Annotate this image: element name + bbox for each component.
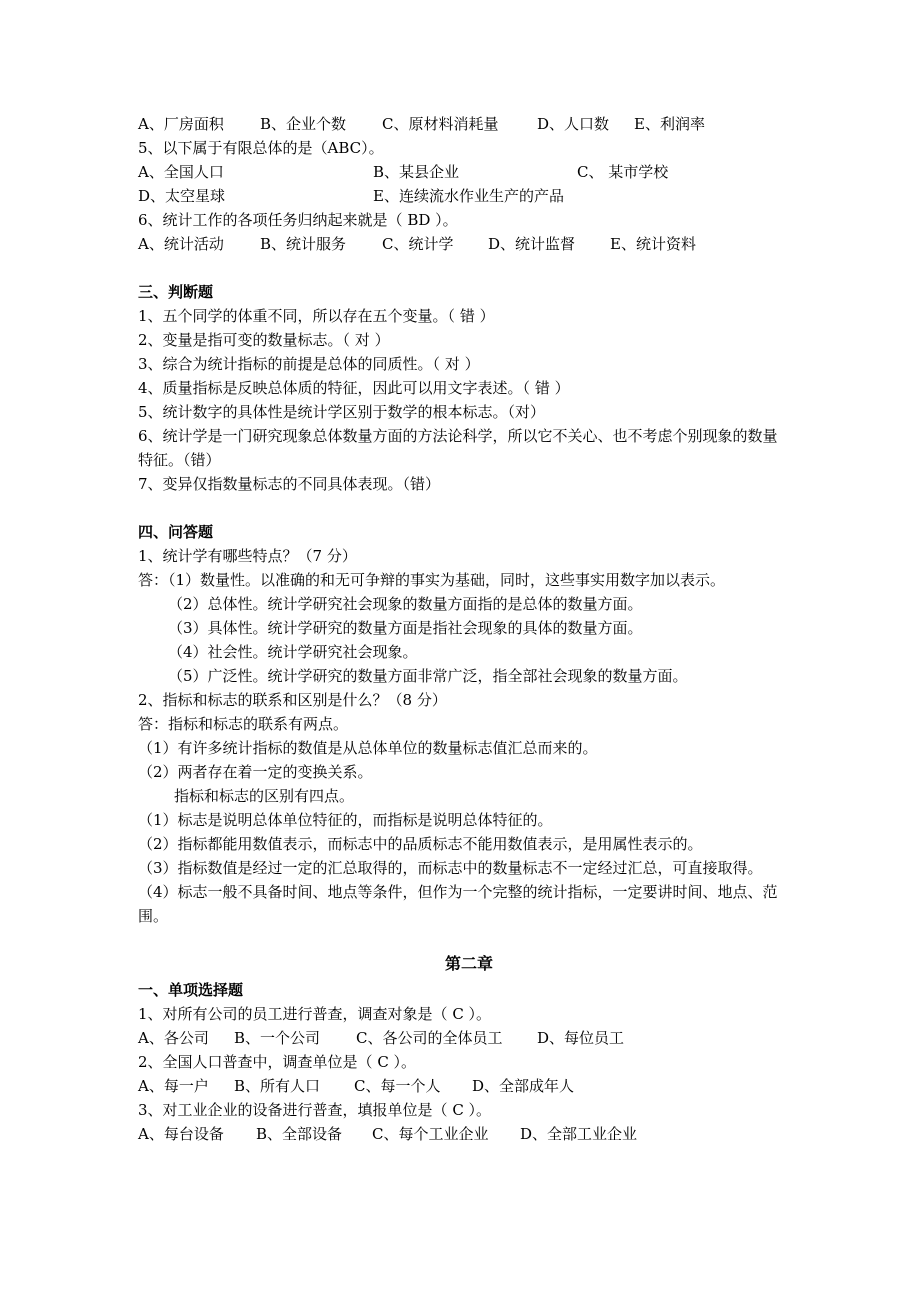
qa2-title: 2、指标和标志的联系和区别是什么？（8 分）	[138, 691, 447, 709]
qa1-answer-1: 答：（1）数量性。以准确的和无可争辩的事实为基础，同时，这些事实用数字加以表示。	[138, 571, 726, 589]
q4-options-row	[138, 112, 788, 136]
q5-option-e: E、连续流水作业生产的产品	[373, 187, 564, 205]
qa2-diff-3: （3）指标数值是经过一定的汇总取得的，而标志中的数量标志不一定经过汇总，可直接取得。	[138, 859, 763, 877]
qa2-diff-1: （1）标志是说明总体单位特征的，而指标是说明总体特征的。	[138, 811, 553, 829]
ch2-q2-title: 2、全国人口普查中，调查单位是（ C ）。	[138, 1053, 417, 1071]
section3-heading: 三、判断题	[138, 283, 214, 301]
qa1-title: 1、统计学有哪些特点？（7 分）	[138, 547, 357, 565]
q6-option-d: D、统计监督	[488, 235, 576, 253]
spacer	[138, 496, 788, 520]
q5-options-row-2	[138, 184, 788, 208]
judge-item-2: 2、变量是指可变的数量标志。（ 对 ）	[138, 331, 390, 349]
judge-item-7: 7、变异仅指数量标志的不同具体表现。（错）	[138, 475, 441, 493]
chapter-title: 第二章	[444, 954, 493, 973]
ch2-q2-option-d: D、全部成年人	[472, 1077, 575, 1095]
q6-option-b: B、统计服务	[260, 235, 347, 253]
qa1-answer-2: （2）总体性。统计学研究社会现象的数量方面指的是总体的数量方面。	[168, 595, 643, 613]
ch2-q1-title: 1、对所有公司的员工进行普查，调查对象是（ C ）。	[138, 1005, 492, 1023]
ch2-q1-option-c: C、各公司的全体员工	[356, 1029, 503, 1047]
q4-option-d: D、人口数	[537, 115, 610, 133]
ch2-q2-option-c: C、每一个人	[354, 1077, 441, 1095]
q4-option-a: A、厂房面积	[138, 115, 224, 133]
ch2-q3-options	[138, 1122, 788, 1146]
ch2-q3-option-c: C、每个工业企业	[372, 1125, 489, 1143]
ch2-q1-options	[138, 1026, 788, 1050]
ch2-q1-option-b: B、一个公司	[234, 1029, 321, 1047]
qa2-diff-2: （2）指标都能用数值表示，而标志中的品质标志不能用数值表示，是用属性表示的。	[138, 835, 703, 853]
q6-option-a: A、统计活动	[138, 235, 224, 253]
ch2-q3-option-d: D、全部工业企业	[520, 1125, 638, 1143]
qa1-answer-3: （3）具体性。统计学研究的数量方面是指社会现象的具体的数量方面。	[168, 619, 643, 637]
q5-option-b: B、某县企业	[373, 163, 460, 181]
qa2-answer-intro: 答：指标和标志的联系有两点。	[138, 715, 349, 733]
q4-option-e: E、利润率	[634, 115, 705, 133]
q5-option-a: A、全国人口	[138, 163, 224, 181]
q4-option-c: C、原材料消耗量	[382, 115, 499, 133]
q5-option-c: C、 某市学校	[577, 163, 669, 181]
judge-item-6: 6、统计学是一门研究现象总体数量方面的方法论科学，所以它不关心、也不考虑个别现象的数量特征。（错）	[138, 427, 778, 469]
q4-option-b: B、企业个数	[260, 115, 347, 133]
qa2-diff-4: （4）标志一般不具备时间、地点等条件，但作为一个完整的统计指标，一定要讲时间、地点、范围。	[138, 883, 778, 925]
ch2-q2-option-b: B、所有人口	[234, 1077, 321, 1095]
ch2-q1-option-a: A、各公司	[138, 1029, 209, 1047]
ch2-q1-option-d: D、每位员工	[537, 1029, 625, 1047]
qa1-answer-5: （5）广泛性。统计学研究的数量方面非常广泛，指全部社会现象的数量方面。	[168, 667, 688, 685]
q6-option-e: E、统计资料	[610, 235, 696, 253]
ch2-q2-options	[138, 1074, 788, 1098]
section4-heading: 四、问答题	[138, 523, 214, 541]
ch2-q3-option-a: A、每台设备	[138, 1125, 224, 1143]
ch2-q2-option-a: A、每一户	[138, 1077, 209, 1095]
judge-item-5: 5、统计数字的具体性是统计学区别于数学的根本标志。（对）	[138, 403, 546, 421]
judge-item-3: 3、综合为统计指标的前提是总体的同质性。（ 对 ）	[138, 355, 480, 373]
q5-title: 5、以下属于有限总体的是（ABC）。	[138, 139, 384, 157]
q5-options-row-1	[138, 160, 788, 184]
q6-title: 6、统计工作的各项任务归纳起来就是（ BD ）。	[138, 211, 458, 229]
qa2-link-1: （1）有许多统计指标的数值是从总体单位的数量标志值汇总而来的。	[138, 739, 598, 757]
ch2-q3-title: 3、对工业企业的设备进行普查，填报单位是（ C ）。	[138, 1101, 492, 1119]
qa2-diff-intro: 指标和标志的区别有四点。	[174, 787, 355, 805]
q6-option-c: C、统计学	[382, 235, 454, 253]
spacer	[138, 928, 788, 950]
ch2-q3-option-b: B、全部设备	[256, 1125, 343, 1143]
q6-options-row	[138, 232, 788, 256]
judge-item-1: 1、五个同学的体重不同，所以存在五个变量。（ 错 ）	[138, 307, 495, 325]
spacer	[138, 256, 788, 280]
qa2-link-2: （2）两者存在着一定的变换关系。	[138, 763, 373, 781]
qa1-answer-4: （4）社会性。统计学研究社会现象。	[168, 643, 418, 661]
q5-option-d: D、太空星球	[138, 187, 226, 205]
chapter2-section1-heading: 一、单项选择题	[138, 981, 244, 999]
document-page	[138, 112, 788, 1146]
judge-item-4: 4、质量指标是反映总体质的特征，因此可以用文字表述。（ 错 ）	[138, 379, 570, 397]
